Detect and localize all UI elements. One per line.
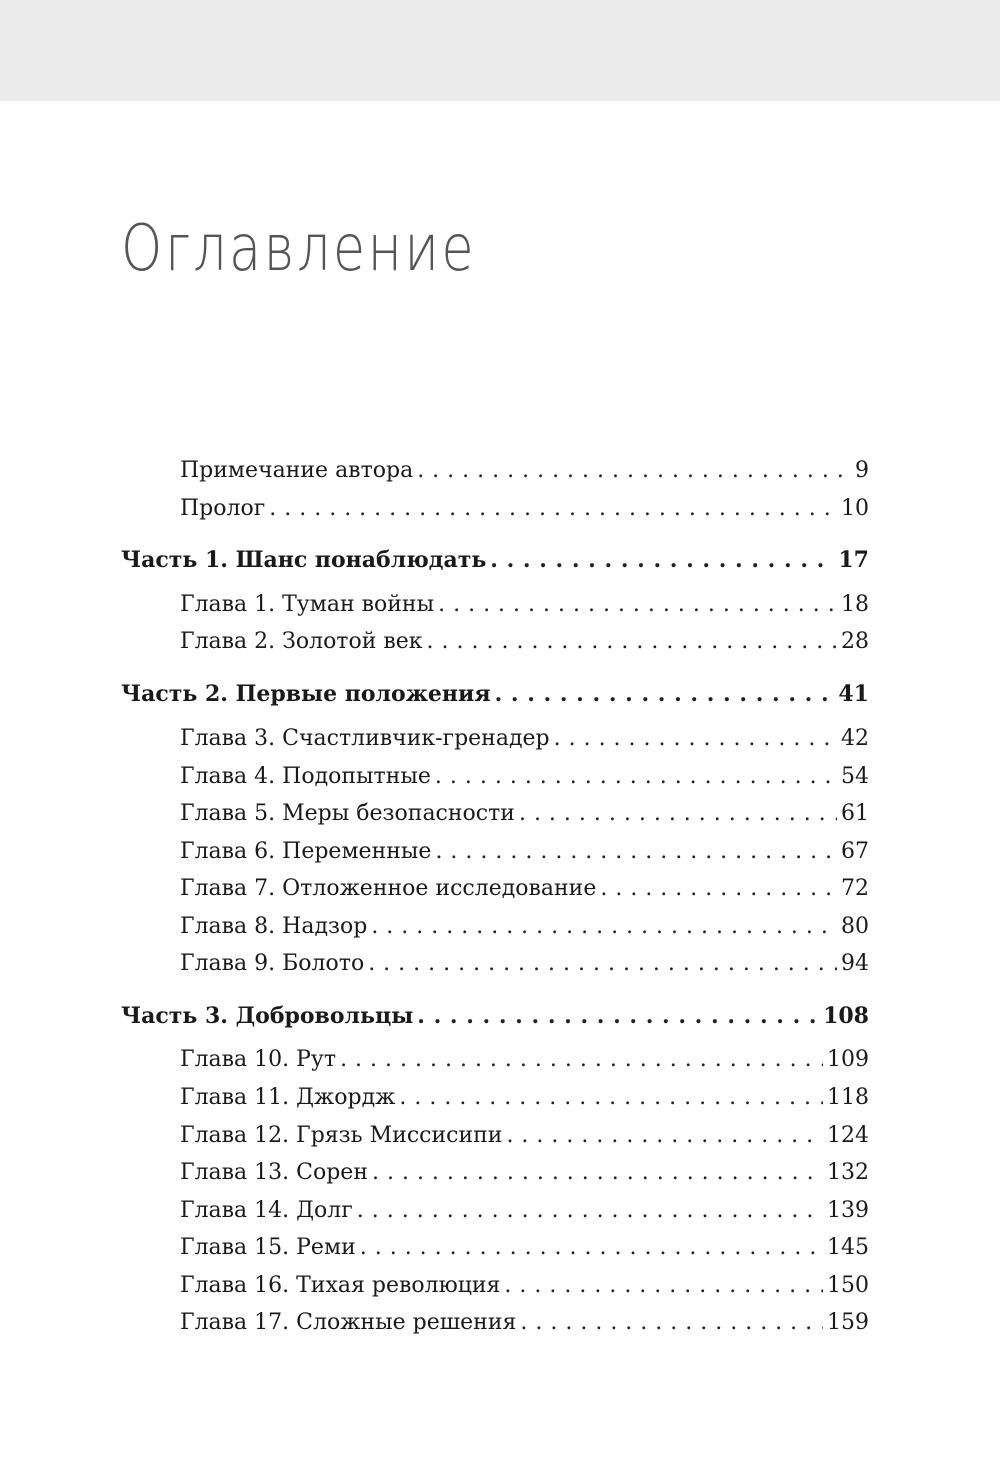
toc-leader-dots [506, 1121, 823, 1151]
toc-entry[interactable] [180, 494, 869, 524]
toc-entry[interactable] [180, 874, 869, 904]
toc-entry-page: 109 [827, 1047, 869, 1072]
toc-part-label: Часть 3. Добровольцы [121, 1003, 414, 1029]
toc-entry-page: 150 [827, 1273, 869, 1298]
toc-entry-label: Пролог [180, 496, 266, 521]
toc-leader-dots [504, 1271, 823, 1301]
toc-entry-label: Глава 11. Джордж [180, 1085, 396, 1110]
toc-leader-dots [340, 1045, 823, 1075]
toc-entry-label: Глава 1. Туман войны [180, 592, 435, 617]
toc-part-label: Часть 2. Первые положения [121, 681, 491, 707]
toc-entry-page: 139 [827, 1198, 869, 1223]
toc-entry-page: 18 [841, 592, 869, 617]
toc-entry-page: 67 [841, 839, 869, 864]
toc-entry-page: 124 [827, 1123, 869, 1148]
toc-entry-label: Глава 7. Отложенное исследование [180, 876, 597, 901]
toc-entry[interactable] [180, 799, 869, 829]
toc-part-page: 41 [838, 681, 869, 707]
toc-entry[interactable] [180, 724, 869, 754]
toc-leader-dots [554, 724, 837, 754]
toc-leader-dots [368, 949, 837, 979]
toc-entry[interactable] [180, 1308, 869, 1338]
toc-entry-page: 61 [841, 801, 869, 826]
toc-entry-page: 94 [841, 951, 869, 976]
toc-entry[interactable] [180, 456, 869, 486]
toc-leader-dots [438, 590, 837, 620]
toc-entry-label: Глава 17. Сложные решения [180, 1310, 517, 1335]
toc-entry[interactable] [180, 912, 869, 942]
toc-entry-label: Глава 2. Золотой век [180, 629, 423, 654]
toc-entry-page: 28 [841, 629, 869, 654]
toc-entry[interactable] [180, 762, 869, 792]
toc-entry-label: Глава 12. Грязь Миссисипи [180, 1123, 503, 1148]
toc-entry-page: 72 [841, 876, 869, 901]
toc-entry-label: Глава 16. Тихая революция [180, 1273, 501, 1298]
toc-entry-label: Глава 5. Меры безопасности [180, 801, 515, 826]
toc-entry-page: 9 [855, 458, 869, 483]
toc-leader-dots [435, 837, 837, 867]
toc-leader-dots [417, 456, 851, 486]
toc-entry[interactable] [180, 1233, 869, 1263]
toc-leader-dots [360, 1233, 823, 1263]
toc-leader-dots [600, 874, 837, 904]
toc-entry-label: Глава 15. Реми [180, 1235, 356, 1260]
toc-leader-dots [371, 912, 837, 942]
toc-entry-page: 42 [841, 726, 869, 751]
toc-entry[interactable] [180, 1121, 869, 1151]
toc-leader-dots [372, 1158, 823, 1188]
toc-entry-label: Глава 3. Счастливчик-гренадер [180, 726, 550, 751]
toc-entry-label: Глава 13. Сорен [180, 1160, 368, 1185]
toc-leader-dots [435, 762, 837, 792]
toc-leader-dots [357, 1196, 823, 1226]
toc-part-page: 108 [823, 1003, 869, 1029]
toc-entry[interactable] [180, 1083, 869, 1113]
toc-leader-dots [417, 1001, 819, 1031]
toc-part-entry[interactable] [121, 545, 869, 575]
toc-leader-dots [399, 1083, 823, 1113]
toc-leader-dots [427, 627, 837, 657]
toc-part-entry[interactable] [121, 679, 869, 709]
toc-entry-page: 80 [841, 914, 869, 939]
toc-leader-dots [269, 494, 837, 524]
toc-entry-label: Глава 14. Долг [180, 1198, 353, 1223]
toc-entry[interactable] [180, 1045, 869, 1075]
toc-entry[interactable] [180, 1196, 869, 1226]
toc-leader-dots [519, 799, 837, 829]
toc-entry-page: 118 [827, 1085, 869, 1110]
toc-part-page: 17 [838, 547, 869, 573]
toc-entry[interactable] [180, 949, 869, 979]
toc-part-label: Часть 1. Шанс понаблюдать [121, 547, 487, 573]
page-title: Оглавление [121, 212, 477, 286]
toc-entry-page: 145 [827, 1235, 869, 1260]
toc-entry-label: Глава 4. Подопытные [180, 764, 431, 789]
toc-entry-page: 54 [841, 764, 869, 789]
toc-entry-page: 132 [827, 1160, 869, 1185]
toc-entry[interactable] [180, 1158, 869, 1188]
toc-entry-label: Примечание автора [180, 458, 414, 483]
toc-entry[interactable] [180, 627, 869, 657]
toc-entry[interactable] [180, 590, 869, 620]
toc-entry-label: Глава 8. Надзор [180, 914, 368, 939]
toc-entry-page: 10 [841, 496, 869, 521]
toc-leader-dots [520, 1308, 823, 1338]
toc-entry-page: 159 [827, 1310, 869, 1335]
toc-entry-label: Глава 10. Рут [180, 1047, 337, 1072]
toc-entry-label: Глава 9. Болото [180, 951, 365, 976]
toc-entry[interactable] [180, 1271, 869, 1301]
toc-entry[interactable] [180, 837, 869, 867]
toc-part-entry[interactable] [121, 1001, 869, 1031]
toc-entry-label: Глава 6. Переменные [180, 839, 432, 864]
toc-leader-dots [495, 679, 835, 709]
toc-leader-dots [490, 545, 834, 575]
